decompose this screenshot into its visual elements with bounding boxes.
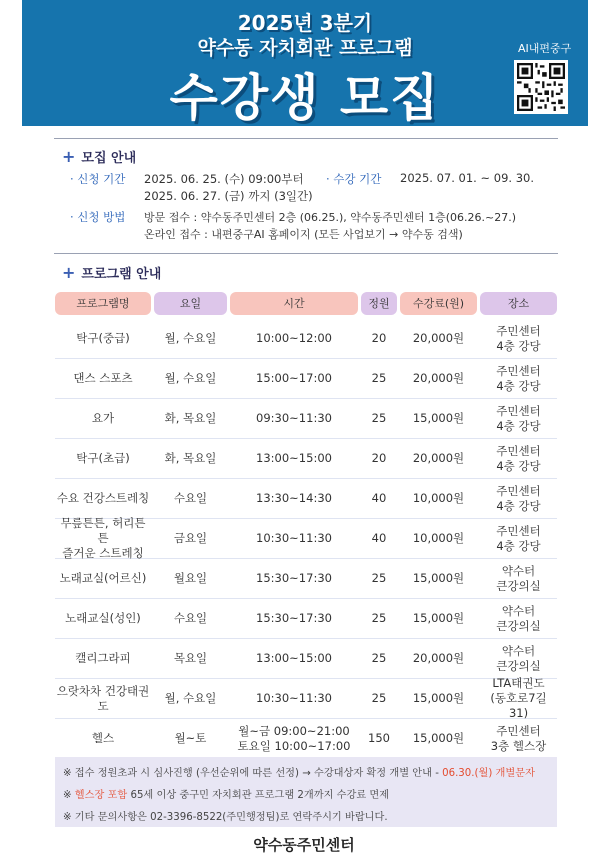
cell-capacity: 25 — [371, 411, 387, 425]
cell-place: 주민센터 4층 강당 — [496, 363, 541, 393]
table-row — [55, 516, 557, 560]
apply-period-1: 2025. 06. 25. (수) 09:00부터 — [144, 172, 304, 186]
cell-place: 주민센터 4층 강당 — [496, 323, 541, 353]
cell-day: 금요일 — [173, 531, 208, 545]
cell-time: 10:30~11:30 — [256, 531, 332, 545]
table-row — [55, 719, 557, 759]
cell-time: 13:00~15:00 — [256, 651, 332, 665]
cell-fee: 20,000원 — [412, 651, 465, 665]
cell-program: 노래교실(성인) — [65, 611, 141, 625]
cell-fee: 15,000원 — [412, 411, 465, 425]
cell-fee: 10,000원 — [412, 531, 465, 545]
cell-day: 월, 수요일 — [164, 331, 217, 345]
cell-place: 주민센터 4층 강당 — [496, 443, 541, 473]
table-row — [55, 439, 557, 479]
ai-label: AI내편중구 — [518, 42, 572, 55]
col-program: 프로그램명 — [55, 292, 151, 315]
cell-program: 으랏차차 건강태권도 — [56, 683, 150, 713]
table-row — [55, 676, 557, 720]
header-main-title: 수강생 모집 — [169, 69, 441, 127]
cell-fee: 15,000원 — [412, 731, 465, 745]
method-online: 온라인 접수 : 내편중구AI 홈페이지 (모든 사업보기 → 약수동 검색) — [144, 228, 463, 241]
cell-capacity: 40 — [371, 491, 387, 505]
cell-program: 수요 건강스트레칭 — [56, 491, 150, 505]
cell-fee: 15,000원 — [412, 691, 465, 705]
program-section-title: + 프로그램 안내 — [62, 263, 162, 282]
table-row — [55, 599, 557, 639]
notes-box — [55, 757, 557, 827]
cell-time: 15:00~17:00 — [256, 371, 332, 385]
table-header — [55, 292, 557, 315]
table-row — [55, 399, 557, 439]
cell-capacity: 40 — [371, 531, 387, 545]
note-2: ※ 헬스장 포함 65세 이상 중구민 자치회관 프로그램 2개까지 수강료 면제 — [63, 790, 390, 801]
col-day: 요일 — [154, 292, 227, 315]
cell-capacity: 25 — [371, 691, 387, 705]
cell-capacity: 150 — [368, 731, 390, 745]
table-row — [55, 359, 557, 399]
method-visit: 방문 접수 : 약수동주민센터 2층 (06.25.), 약수동주민센터 1층(06.26.~27.) — [144, 211, 517, 224]
divider-middle — [54, 253, 558, 254]
cell-capacity: 25 — [371, 651, 387, 665]
header-program: 약수동 자치회관 프로그램 — [197, 37, 413, 59]
cell-program: 탁구(초급) — [76, 451, 130, 465]
col-capacity: 정원 — [361, 292, 397, 315]
class-period: 2025. 07. 01. ~ 09. 30. — [400, 171, 534, 185]
cell-time: 10:00~12:00 — [256, 331, 332, 345]
cell-capacity: 20 — [371, 451, 387, 465]
cell-program: 탁구(중급) — [76, 331, 130, 345]
divider-top — [54, 138, 558, 139]
table-row — [55, 559, 557, 599]
cell-time: 15:30~17:30 — [256, 571, 332, 585]
cell-place: LTA태권도 (동호로7길 31) — [490, 676, 547, 720]
cell-place: 주민센터 3층 헬스장 — [490, 723, 547, 753]
cell-place: 약수터 큰강의실 — [496, 643, 541, 673]
cell-fee: 20,000원 — [412, 331, 465, 345]
cell-capacity: 25 — [371, 571, 387, 585]
method-label: · 신청 방법 — [70, 210, 126, 224]
cell-place: 주민센터 4층 강당 — [496, 403, 541, 433]
table-row — [55, 319, 557, 359]
cell-day: 화, 목요일 — [164, 451, 217, 465]
table-row — [55, 479, 557, 519]
cell-time: 13:00~15:00 — [256, 451, 332, 465]
cell-time: 월~금 09:00~21:00 토요일 10:00~17:00 — [237, 723, 351, 753]
cell-day: 월~토 — [174, 731, 207, 745]
cell-day: 목요일 — [173, 651, 208, 665]
col-time: 시간 — [230, 292, 358, 315]
table-row — [55, 639, 557, 679]
note-1: ※ 접수 정원초과 시 심사진행 (우선순위에 따른 선정) → 수강대상자 확정 개별 안내 - 06.30.(월) 개별문자 — [63, 768, 535, 779]
plus-icon: + — [62, 263, 76, 282]
header-year: 2025년 3분기 — [237, 11, 373, 35]
cell-fee: 20,000원 — [412, 451, 465, 465]
table-body — [55, 319, 557, 759]
qr-code-icon[interactable] — [514, 60, 568, 114]
cell-fee: 15,000원 — [412, 571, 465, 585]
cell-place: 약수터 큰강의실 — [496, 563, 541, 593]
cell-capacity: 25 — [371, 371, 387, 385]
cell-program: 헬스 — [91, 731, 115, 745]
footer-org: 약수동주민센터 — [253, 836, 355, 854]
recruit-section-title: + 모집 안내 — [62, 147, 137, 166]
col-place: 장소 — [480, 292, 557, 315]
cell-program: 댄스 스포츠 — [73, 371, 133, 385]
cell-day: 수요일 — [173, 491, 208, 505]
cell-program: 무릎튼튼, 허리튼튼 즐거운 스트레칭 — [60, 516, 146, 560]
apply-period-2: 2025. 06. 27. (금) 까지 (3일간) — [144, 189, 313, 203]
col-fee: 수강료(원) — [400, 292, 477, 315]
cell-place: 주민센터 4층 강당 — [496, 483, 541, 513]
program-table — [55, 292, 557, 753]
class-period-label: · 수강 기간 — [326, 172, 382, 186]
cell-fee: 20,000원 — [412, 371, 465, 385]
cell-day: 수요일 — [173, 611, 208, 625]
cell-day: 월, 수요일 — [164, 691, 217, 705]
cell-capacity: 20 — [371, 331, 387, 345]
cell-day: 화, 목요일 — [164, 411, 217, 425]
cell-place: 주민센터 4층 강당 — [496, 523, 541, 553]
apply-period-label: · 신청 기간 — [70, 172, 126, 186]
cell-capacity: 25 — [371, 611, 387, 625]
cell-time: 13:30~14:30 — [256, 491, 332, 505]
cell-program: 노래교실(어르신) — [59, 571, 147, 585]
plus-icon: + — [62, 147, 76, 166]
cell-time: 09:30~11:30 — [256, 411, 332, 425]
cell-day: 월, 수요일 — [164, 371, 217, 385]
cell-day: 월요일 — [173, 571, 208, 585]
cell-time: 10:30~11:30 — [256, 691, 332, 705]
cell-program: 캘리그라피 — [75, 651, 131, 665]
cell-fee: 15,000원 — [412, 611, 465, 625]
cell-time: 15:30~17:30 — [256, 611, 332, 625]
cell-program: 요가 — [91, 411, 115, 425]
cell-fee: 10,000원 — [412, 491, 465, 505]
note-3: ※ 기타 문의사항은 02-3396-8522(주민행정팀)로 연락주시기 바랍니다. — [63, 812, 388, 823]
header-banner — [22, 0, 588, 126]
cell-place: 약수터 큰강의실 — [496, 603, 541, 633]
